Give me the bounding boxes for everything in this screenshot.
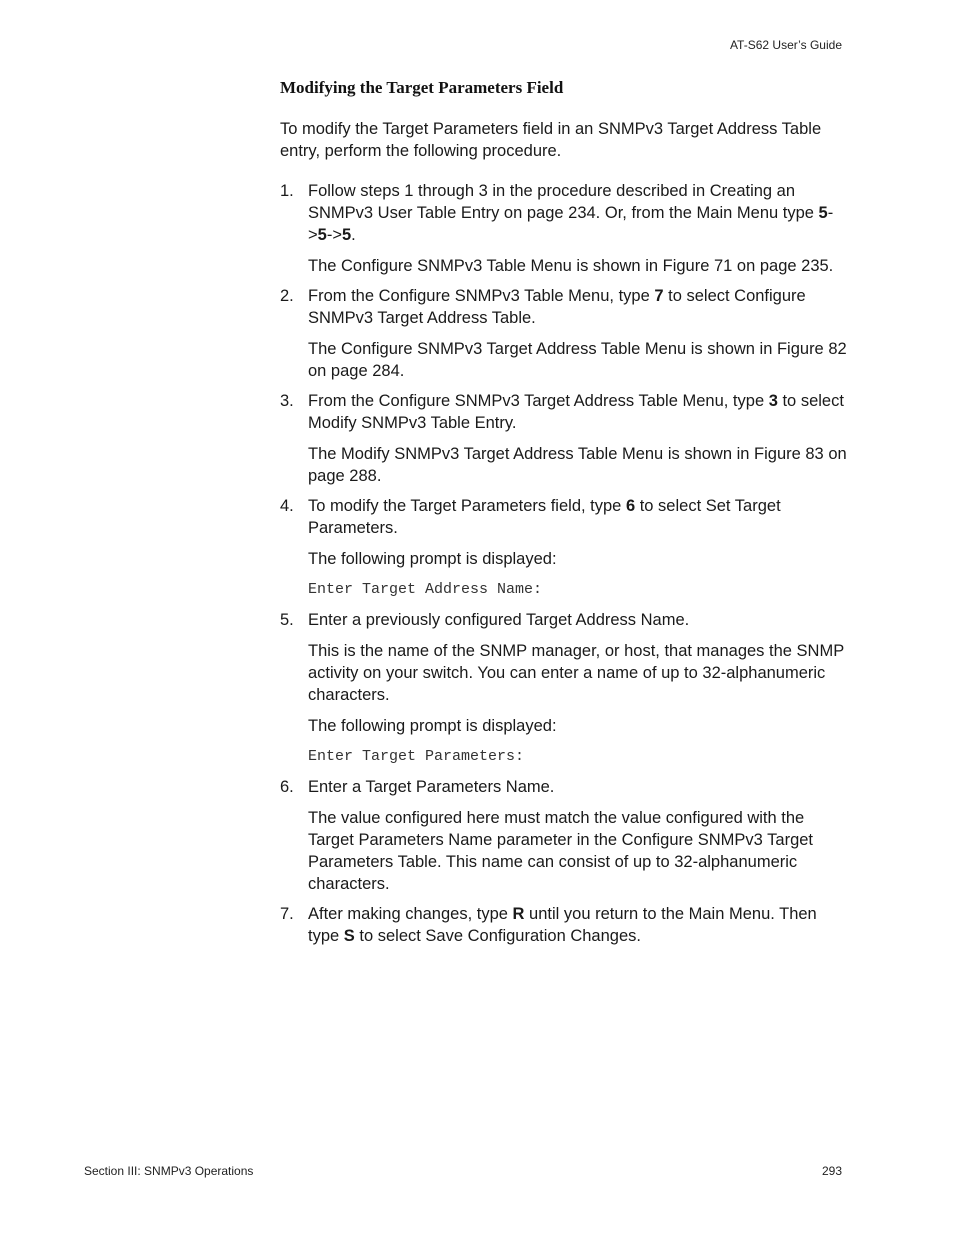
step-3 (280, 390, 850, 487)
key-7: 7 (654, 287, 664, 305)
section-title: Modifying the Target Parameters Field (280, 78, 564, 97)
step-note: The Configure SNMPv3 Table Menu is shown in Figure 71 on page 235. (308, 257, 834, 275)
step-number: 4. (280, 497, 294, 515)
step-instruction: From the Configure SNMPv3 Target Address Table Menu, type 3 to select Modify SNMPv3 Table Entry. (308, 392, 844, 432)
step-6 (280, 776, 850, 895)
step-number: 2. (280, 287, 294, 305)
step-note: The Modify SNMPv3 Target Address Table Menu is shown in Figure 83 on page 288. (308, 445, 847, 485)
step-note: The following prompt is displayed: (308, 550, 557, 568)
step-number: 1. (280, 182, 294, 200)
procedure-steps (280, 180, 850, 947)
step-7 (280, 903, 850, 947)
step-5 (280, 609, 850, 768)
step-instruction: Enter a Target Parameters Name. (308, 778, 555, 796)
step-instruction: Enter a previously configured Target Address Name. (308, 611, 690, 629)
step-note: The following prompt is displayed: (308, 717, 557, 735)
step-note: The Configure SNMPv3 Target Address Table Menu is shown in Figure 82 on page 284. (308, 340, 847, 380)
step-instruction: From the Configure SNMPv3 Table Menu, type 7 to select Configure SNMPv3 Target Address Table. (308, 287, 806, 327)
step-instruction: Follow steps 1 through 3 in the procedure described in Creating an SNMPv3 User Table Entry on page 234. Or, from the Main Menu type 5->5->5. (308, 182, 834, 244)
step-4 (280, 495, 850, 601)
key-3: 3 (768, 392, 778, 410)
step-number: 5. (280, 611, 294, 629)
step-note: The value configured here must match the value configured with the Target Parameters Name parameter in the Configure SNMPv3 Target Parameters Table. This name can consist of up to 32-alphanumeric characters. (308, 809, 814, 893)
key-5: 5 (341, 226, 352, 244)
key-6: 6 (625, 497, 636, 515)
command-prompt: Enter Target Address Name: (308, 581, 543, 598)
key-5: 5 (317, 226, 327, 244)
step-1 (280, 180, 850, 277)
running-header: AT-S62 User’s Guide (729, 38, 842, 52)
step-note: This is the name of the SNMP manager, or host, that manages the SNMP activity on your switch. You can enter a name of up to 32-alphanumeric characters. (308, 642, 844, 704)
key-s: S (343, 927, 355, 945)
step-instruction: After making changes, type R until you return to the Main Menu. Then type S to select Save Configuration Changes. (308, 905, 817, 945)
main-content (280, 78, 850, 955)
intro-paragraph: To modify the Target Parameters field in an SNMPv3 Target Address Table entry, perform the following procedure. (280, 120, 822, 160)
page-number: 293 (821, 1164, 842, 1178)
step-number: 3. (280, 392, 294, 410)
key-5: 5 (818, 204, 828, 222)
step-instruction: To modify the Target Parameters field, type 6 to select Set Target Parameters. (308, 497, 781, 537)
step-number: 6. (280, 778, 294, 796)
step-number: 7. (280, 905, 294, 923)
footer-section-label: Section III: SNMPv3 Operations (84, 1164, 254, 1178)
command-prompt: Enter Target Parameters: (308, 748, 525, 765)
key-r: R (512, 905, 525, 923)
step-2 (280, 285, 850, 382)
